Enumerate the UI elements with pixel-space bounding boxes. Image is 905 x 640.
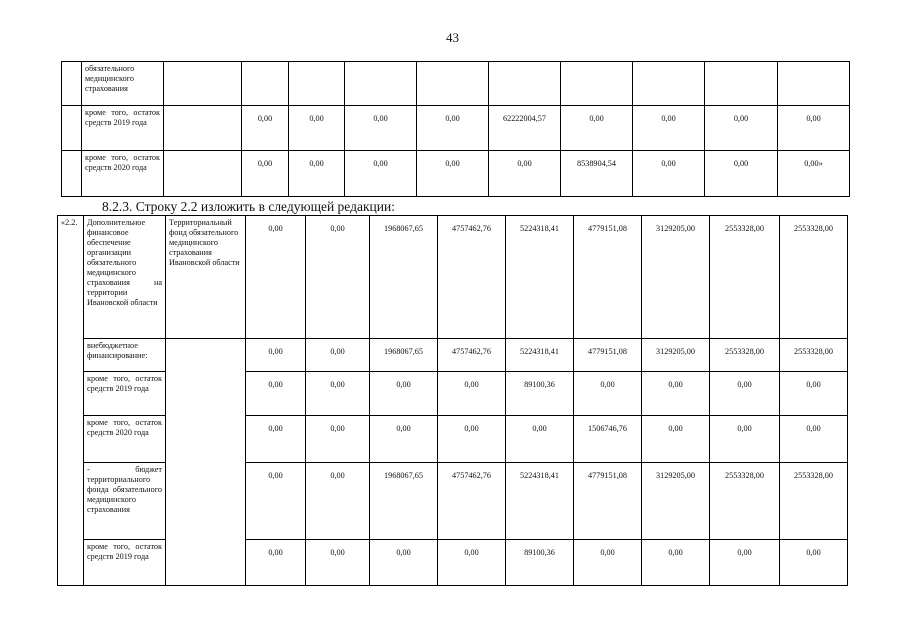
- value-cell: 8538904,54: [561, 151, 633, 197]
- value-cell: 0,00: [642, 540, 710, 586]
- value-cell: 0,00: [642, 372, 710, 416]
- value-cell: 0,00: [370, 372, 438, 416]
- value-cell: 4757462,76: [438, 216, 506, 339]
- value-cell: 0,00: [242, 151, 289, 197]
- value-cell: 89100,36: [506, 540, 574, 586]
- value-cell: 0,00: [289, 106, 345, 151]
- row-label: внебюджетное финансирование:: [84, 339, 166, 372]
- table-cell: [778, 62, 850, 106]
- row-label: - бюджет территориального фонда обязательного медицинского страхования: [84, 463, 166, 540]
- value-cell: 0,00: [246, 216, 306, 339]
- table-cell: [345, 62, 417, 106]
- table-cell: [417, 62, 489, 106]
- table-row: [58, 339, 848, 372]
- table-row: [62, 62, 850, 106]
- table-cell: [62, 106, 82, 151]
- value-cell: 2553328,00: [710, 339, 780, 372]
- value-cell: 0,00: [574, 372, 642, 416]
- table-cell: [633, 62, 705, 106]
- value-cell: 4779151,08: [574, 339, 642, 372]
- value-cell: 0,00: [633, 106, 705, 151]
- table-cell: [164, 151, 242, 197]
- continuation-table: [61, 61, 850, 197]
- value-cell: 2553328,00: [780, 216, 848, 339]
- row-label: кроме того, остаток средств 2020 года: [84, 416, 166, 463]
- value-cell: 0,00: [778, 106, 850, 151]
- table-cell: [289, 62, 345, 106]
- value-cell: 0,00: [242, 106, 289, 151]
- value-cell: 0,00: [710, 416, 780, 463]
- value-cell: 5224318,41: [506, 463, 574, 540]
- value-cell: 0,00: [561, 106, 633, 151]
- value-cell: 3129205,00: [642, 339, 710, 372]
- row-label: кроме того, остаток средств 2019 года: [84, 372, 166, 416]
- table-cell: [164, 62, 242, 106]
- value-cell: 0,00: [506, 416, 574, 463]
- page-number: 43: [446, 30, 459, 45]
- value-cell: 0,00: [642, 416, 710, 463]
- table-cell: [164, 106, 242, 151]
- value-cell: 1968067,65: [370, 463, 438, 540]
- value-cell: 89100,36: [506, 372, 574, 416]
- row-label: обязательного медицинского страхования: [82, 62, 164, 106]
- value-cell: 0,00: [345, 106, 417, 151]
- value-cell: 0,00: [705, 151, 778, 197]
- value-cell: 0,00: [370, 540, 438, 586]
- value-cell: 62222004,57: [489, 106, 561, 151]
- value-cell: 0,00: [306, 463, 370, 540]
- value-cell: 5224318,41: [506, 339, 574, 372]
- value-cell: 2553328,00: [710, 216, 780, 339]
- value-cell: 0,00: [306, 540, 370, 586]
- measure-name: Дополнительное финансовое обеспечение организации обязательного медицинского страхования на территории Ивановской области: [84, 216, 166, 339]
- value-cell: 0,00: [574, 540, 642, 586]
- row-2-2-table: [57, 215, 848, 586]
- value-cell: 0,00: [438, 416, 506, 463]
- executor-name: Территориальный фонд обязательного медицинского страхования Ивановской области: [166, 216, 246, 339]
- value-cell: 0,00: [705, 106, 778, 151]
- value-cell: 3129205,00: [642, 216, 710, 339]
- value-cell: 0,00: [438, 540, 506, 586]
- value-cell: 0,00: [489, 151, 561, 197]
- value-cell: 1506746,76: [574, 416, 642, 463]
- value-cell: 4757462,76: [438, 463, 506, 540]
- value-cell: 4779151,08: [574, 463, 642, 540]
- value-cell: 0,00: [780, 372, 848, 416]
- value-cell: 0,00: [370, 416, 438, 463]
- value-cell: 4757462,76: [438, 339, 506, 372]
- value-cell: 1968067,65: [370, 339, 438, 372]
- value-cell: 5224318,41: [506, 216, 574, 339]
- value-cell: 0,00: [306, 339, 370, 372]
- value-cell: 0,00: [246, 540, 306, 586]
- value-cell: 0,00: [780, 416, 848, 463]
- table-cell: [62, 151, 82, 197]
- value-cell: 0,00: [780, 540, 848, 586]
- row-label: кроме того, остаток средств 2019 года: [82, 106, 164, 151]
- table-row: [58, 216, 848, 339]
- value-cell: 0,00: [633, 151, 705, 197]
- table-cell: [561, 62, 633, 106]
- value-cell: 2553328,00: [780, 463, 848, 540]
- value-cell: 0,00: [306, 372, 370, 416]
- value-cell: 0,00: [306, 216, 370, 339]
- table-row: [62, 151, 850, 197]
- value-cell: 1968067,65: [370, 216, 438, 339]
- table-row: [62, 106, 850, 151]
- section-heading: 8.2.3. Строку 2.2 изложить в следующей редакции:: [102, 199, 395, 214]
- value-cell: 0,00: [417, 106, 489, 151]
- value-cell: 2553328,00: [780, 339, 848, 372]
- row-label: кроме того, остаток средств 2020 года: [82, 151, 164, 197]
- value-cell: 0,00: [417, 151, 489, 197]
- row-label: кроме того, остаток средств 2019 года: [84, 540, 166, 586]
- value-cell: 4779151,08: [574, 216, 642, 339]
- table-cell: [242, 62, 289, 106]
- value-cell: 0,00: [246, 372, 306, 416]
- value-cell: 0,00: [710, 540, 780, 586]
- value-cell: 3129205,00: [642, 463, 710, 540]
- value-cell: 0,00: [345, 151, 417, 197]
- value-cell: 0,00: [246, 416, 306, 463]
- row-number: «2.2.: [58, 216, 84, 586]
- table-cell: [62, 62, 82, 106]
- value-cell: 0,00: [289, 151, 345, 197]
- value-cell: 0,00»: [778, 151, 850, 197]
- value-cell: 0,00: [306, 416, 370, 463]
- value-cell: 2553328,00: [710, 463, 780, 540]
- value-cell: 0,00: [710, 372, 780, 416]
- value-cell: 0,00: [246, 339, 306, 372]
- value-cell: 0,00: [246, 463, 306, 540]
- value-cell: 0,00: [438, 372, 506, 416]
- table-cell: [705, 62, 778, 106]
- table-cell: [166, 339, 246, 586]
- table-cell: [489, 62, 561, 106]
